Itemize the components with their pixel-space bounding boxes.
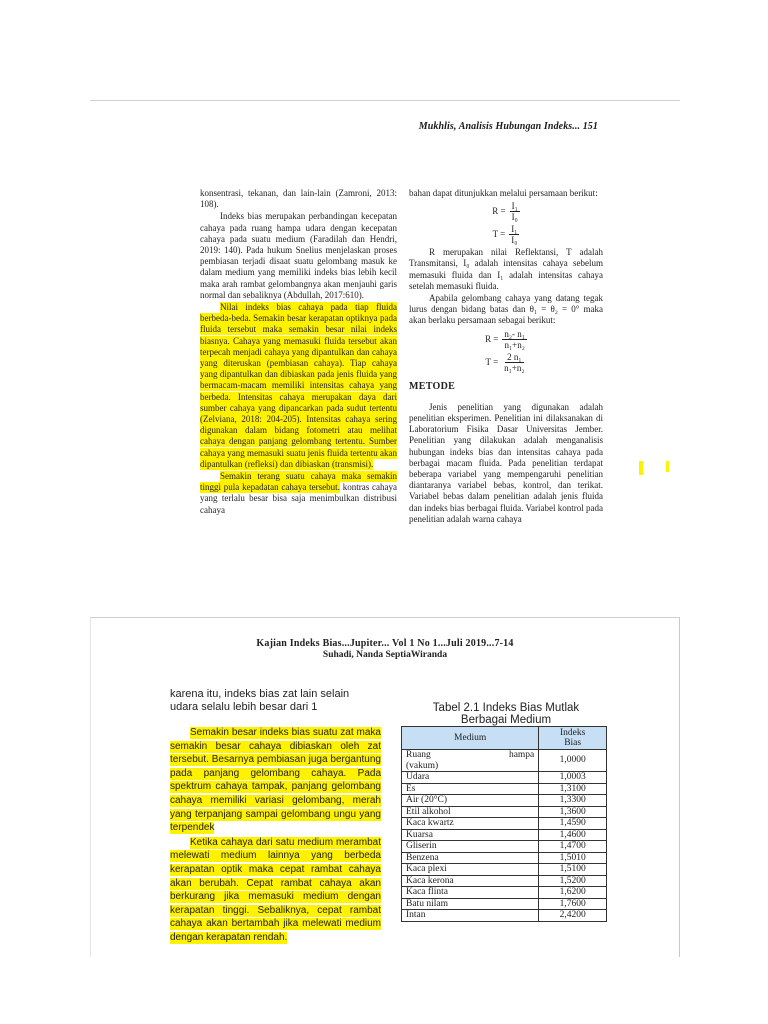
paragraph-highlighted	[170, 726, 381, 835]
paragraph: bahan dapat ditunjukkan melalui persamaan berikut:	[409, 188, 598, 198]
table-row	[402, 875, 607, 887]
index-cell: 1,5100	[539, 864, 607, 876]
table-row	[402, 864, 607, 876]
table-row	[402, 852, 607, 864]
table-row	[402, 806, 607, 818]
paragraph: konsentrasi, tekanan, dan lain-lain (Zamroni, 2013: 108).	[200, 188, 397, 210]
formula-reflectance-normal: R = $\frac{\text{n₂- n₁}}{\text{n₁+n₂}}$	[485, 328, 525, 350]
index-cell: 1,5010	[539, 852, 607, 864]
highlight: Semakin terang suatu cahaya maka semakin tinggi pula kepadatan cahaya tersebut.	[200, 471, 397, 493]
medium-cell: Kuarsa	[402, 829, 539, 841]
medium-cell: Kaca kerona	[402, 875, 539, 887]
left-column	[170, 726, 381, 946]
paragraph: R merupakan nilai Reflektansi, T adalah Transmitansi, I₀ adalah intensitas cahaya sebelum memasuki fluida dan I₁ adalah intensitas cahaya setelah memasuki fluida.	[409, 247, 603, 291]
index-cell: 1,7600	[539, 898, 607, 910]
medium-cell: Batu nilam	[402, 898, 539, 910]
highlight-mark	[639, 461, 643, 475]
medium-cell: Etil alkohol	[402, 806, 539, 818]
journal-page-bottom	[90, 617, 680, 957]
column-header-index: Indeks Bias	[539, 727, 607, 750]
section-heading: METODE	[409, 380, 456, 392]
formula-transmittance-normal: T = $\frac{\text{2 n₁}}{\text{n₁+n₂}}$	[485, 351, 525, 373]
index-cell: 1,4700	[539, 841, 607, 853]
right-column	[409, 188, 603, 526]
medium-cell: Kaca kwartz	[402, 818, 539, 830]
index-cell: 1,0003	[539, 772, 607, 784]
table-caption: Tabel 2.1 Indeks Bias Mutlak Berbagai Medium	[432, 702, 580, 726]
index-cell: 1,0000	[539, 750, 607, 772]
medium-cell: Ruang hampa (vakum)	[402, 750, 539, 772]
paragraph-highlighted	[200, 302, 397, 470]
highlight: Semakin besar indeks bias suatu zat maka semakin besar cahaya dibiaskan oleh zat tersebut. Besarnya pembiasan juga bergantung pada panjang gelombang cahaya. Pada spektrum cahaya tampak, panjang gelombang cahaya memiliki variasi gelombang, merah yang terpanjang sampai gelombang ungu yang terpendek	[170, 727, 381, 834]
table-row	[402, 898, 607, 910]
table-row	[402, 887, 607, 899]
journal-title: Kajian Indeks Bias...Jupiter... Vol 1 No 1...Juli 2019...7-14	[256, 638, 514, 649]
index-cell: 2,4200	[539, 910, 607, 922]
paragraph-highlighted	[170, 836, 381, 945]
medium-cell: Kaca flinta	[402, 887, 539, 899]
highlight-mark	[666, 461, 669, 472]
table-row	[402, 783, 607, 795]
table-row	[402, 772, 607, 784]
table-row	[402, 750, 607, 772]
index-cell: 1,3100	[539, 783, 607, 795]
table-row	[402, 910, 607, 922]
table-row	[402, 841, 607, 853]
paragraph-continuation: kontras cahaya yang terlalu besar bisa saja menimbulkan distribusi cahaya	[200, 482, 397, 515]
index-cell: 1,3300	[539, 795, 607, 807]
formula-transmittance: T = $\frac{\text{I₁}}{\text{I₀}}$	[492, 224, 518, 246]
medium-cell: Gliserin	[402, 841, 539, 853]
medium-cell: Kaca plexi	[402, 864, 539, 876]
medium-cell: Es	[402, 783, 539, 795]
highlight: Nilai indeks bias cahaya pada tiap fluida berbeda-beda. Semakin besar kerapatan optiknya pada fluida tersebut maka semakin besar nilai indeks biasnya. Cahaya yang memasuki fluida tersebut akan terpecah menjadi cahaya yang dipantulkan dan cahaya yang diteruskan (pembiasan cahaya). Tiap cahaya yang dipantulkan dan dibiaskan pada jenis fluida yang bermacam-macam memiliki intensitas cahaya yang berbeda. Intensitas cahaya merupakan daya dari sumber cahaya yang dipancarkan pada sudut tertentu (Zelviana, 2018: 204-205). Intensitas cahaya sering digunakan dalam bidang fotometri atau melihat cahaya dengan panjang gelombang tertentu. Sumber cahaya yang memasuki suatu jenis fluida tertentu akan dipantulkan (refleksi) dan dibiaskan (transmisi).	[200, 302, 397, 469]
running-head: Mukhlis, Analisis Hubungan Indeks... 151	[418, 121, 598, 132]
refractive-index-table	[401, 726, 607, 922]
journal-authors: Suhadi, Nanda SeptiaWiranda	[322, 650, 448, 660]
table-header-row	[402, 727, 607, 750]
paragraph-partly-highlighted	[200, 471, 397, 516]
paragraph: karena itu, indeks bias zat lain selain udara selalu lebih besar dari 1	[170, 688, 350, 713]
paragraph: Jenis penelitian yang digunakan adalah penelitian eksperimen. Penelitian ini dilaksanakan di Laboratorium Fisika Dasar Universitas Jember. Penelitian yang dilakukan adalah menganalisis hubungan indeks bias dan intensitas cahaya pada berbagai macam fluida. Pada penelitian terdapat beberapa variabel yang mempengaruhi penelitian diantaranya variabel bebas, kontrol, dan terikat. Variabel bebas dalam penelitian adalah jenis fluida dan indeks bias berbagai fluida. Variabel kontrol pada penelitian adalah warna cahaya	[409, 401, 603, 524]
formula-reflectance: R = $\frac{\text{I₁}}{\text{I₀}}$	[492, 201, 518, 223]
index-cell: 1,4590	[539, 818, 607, 830]
medium-cell: Intan	[402, 910, 539, 922]
journal-page-top	[90, 100, 680, 585]
index-cell: 1,6200	[539, 887, 607, 899]
highlight: Ketika cahaya dari satu medium merambat melewati medium lainnya yang berbeda kerapatan optik maka cepat rambat cahaya akan berubah. Cepat rambat cahaya akan berkurang jika memasuki medium dengan kerapatan tinggi. Sebaliknya, cepat rambat cahaya akan bertambah jika melewati medium dengan kerapatan rendah.	[170, 836, 381, 943]
paragraph: Indeks bias merupakan perbandingan kecepatan cahaya pada ruang hampa udara dengan kecepatan cahaya pada suatu medium (Faradilah dan Hendri, 2019: 140). Pada hukum Snelius menjelaskan proses pembiasan terjadi disaat suatu gelombang masuk ke dalam medium yang memiliki indeks bias lebih kecil maka arah rambat gelombangnya akan menjauhi garis normal dan sebaliknya (Abdullah, 2017:610).	[200, 211, 397, 300]
index-cell: 1,3600	[539, 806, 607, 818]
medium-cell: Udara	[402, 772, 539, 784]
medium-cell: Air (20°C)	[402, 795, 539, 807]
index-cell: 1,5200	[539, 875, 607, 887]
table-row	[402, 829, 607, 841]
left-column	[200, 188, 397, 517]
table-row	[402, 795, 607, 807]
medium-cell: Benzena	[402, 852, 539, 864]
column-header-medium: Medium	[402, 727, 539, 750]
index-cell: 1,4600	[539, 829, 607, 841]
table-row	[402, 818, 607, 830]
paragraph: Apabila gelombang cahaya yang datang tegak lurus dengan bidang batas dan θ₁ = θ₂ = 0° maka akan berlaku persamaan sebagai berikut:	[409, 293, 603, 326]
